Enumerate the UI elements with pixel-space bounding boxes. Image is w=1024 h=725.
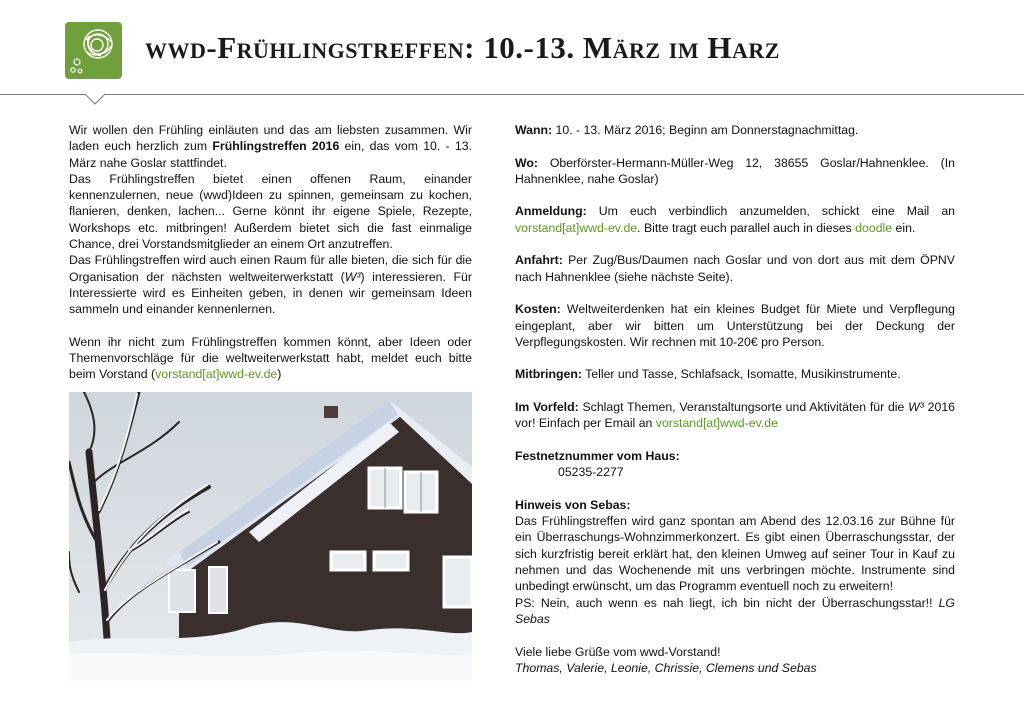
preparation-info: Im Vorfeld: Schlagt Themen, Veranstaltungsorte und Aktivitäten für die W³ 2016 vor! Einfach per Email an vorstand[at]wwd-ev.de (515, 400, 955, 431)
offer-paragraph: Das Frühlingstreffen bietet einen offenen Raum, einander kennenzulernen, neue (wwd)Ideen zu spinnen, gemeinsam zu kochen, flanieren, denken, lachen... Gerne könnt ihr eigene Spiele, Rezepte, Workshops etc. mitbringen! Außerdem bietet sich die fast einmalige Chance, drei Vorstandsmitglieder an einem Ort anzutreffen. (69, 171, 472, 252)
phone-label: Festnetznummer vom Haus: (515, 448, 680, 463)
swirl-logo-icon (65, 22, 122, 79)
greeting: Viele liebe Grüße vom wwd-Vorstand! (515, 644, 721, 659)
ps-text: PS: Nein, auch wenn es nah liegt, ich bin nicht der Überraschungsstar!! LG Sebas (515, 595, 955, 626)
where-info: Wo: Oberförster-Hermann-Müller-Weg 12, 38655 Goslar/Hahnenklee. (In Hahnenklee, nahe Goslar) (515, 155, 955, 186)
left-column (69, 122, 472, 383)
when-info: Wann: 10. - 13. März 2016; Beginn am Donnerstagnachmittag. (515, 123, 859, 137)
doodle-link[interactable]: doodle (855, 220, 893, 235)
phone-number: 05235-2277 (558, 465, 624, 480)
house-photo (69, 392, 472, 681)
contact-paragraph: Wenn ihr nicht zum Frühlingstreffen kommen könnt, aber Ideen oder Themenvorschläge für die weltweiterwerkstatt habt, meldet euch bitte beim Vorstand (vorstand[at]wwd-ev.de) (69, 334, 472, 382)
page-title: wwd-Frühlingstreffen: 10.-13. März im Harz (145, 30, 780, 65)
note-text: Das Frühlingstreffen wird ganz spontan am Abend des 12.03.16 zur Bühne für ein Überraschungs-Wohnzimmerkonzert. Es gibt einen Überraschungsstar, der sich kurzfristig bereit erklärt hat, den kleinen Umweg auf seiner Tour in Kauf zu nehmen und das Wochenende mit uns verbringen möchte. Instrumente sind unbedingt erwünscht, um das Programm eventuell noch zu erweitern! (515, 514, 955, 594)
registration-info: Anmeldung: Um euch verbindlich anzumelden, schickt eine Mail an vorstand[at]wwd-ev.de. Bitte tragt euch parallel auch in dieses doodle ein. (515, 204, 955, 235)
cost-info: Kosten: Weltweiterdenken hat ein kleines Budget für Miete und Verpflegung eingeplant, aber wir bitten um Unterstützung bei der Deckung der Verpflegungskosten. Wir rechnen mit 10-20€ pro Person. (515, 302, 955, 349)
travel-info: Anfahrt: Per Zug/Bus/Daumen nach Goslar und von dort aus mit dem ÖPNV nach Hahnenklee (siehe nächste Seite). (515, 253, 955, 284)
registration-email-link[interactable]: vorstand[at]wwd-ev.de (515, 220, 638, 235)
email-link[interactable]: vorstand[at]wwd-ev.de (155, 367, 278, 382)
organisation-paragraph: Das Frühlingstreffen wird auch einen Raum für alle bieten, die sich für die Organisation der nächsten weltweiterwerkstatt (W³) interessieren. Für Interessierte wird es Einheiten geben, in denen wir gemeinsam Ideen sammeln und einander kennenlernen. (69, 253, 472, 317)
preparation-email-link[interactable]: vorstand[at]wwd-ev.de (655, 416, 778, 431)
right-column (515, 122, 955, 676)
wwd-logo (65, 22, 122, 79)
header-divider (0, 94, 1024, 95)
bring-info: Mitbringen: Teller und Tasse, Schlafsack, Isomatte, Musikinstrumente. (515, 367, 901, 382)
divider-notch-icon (85, 94, 105, 105)
signature-names: Thomas, Valerie, Leonie, Chrissie, Clemens und Sebas (515, 660, 817, 675)
intro-paragraph: Wir wollen den Frühling einläuten und das am liebsten zusammen. Wir laden euch herzlich zum Frühlingstreffen 2016 ein, das vom 10. - 13. März nahe Goslar stattfindet. (69, 123, 472, 170)
note-label: Hinweis von Sebas: (515, 497, 631, 512)
